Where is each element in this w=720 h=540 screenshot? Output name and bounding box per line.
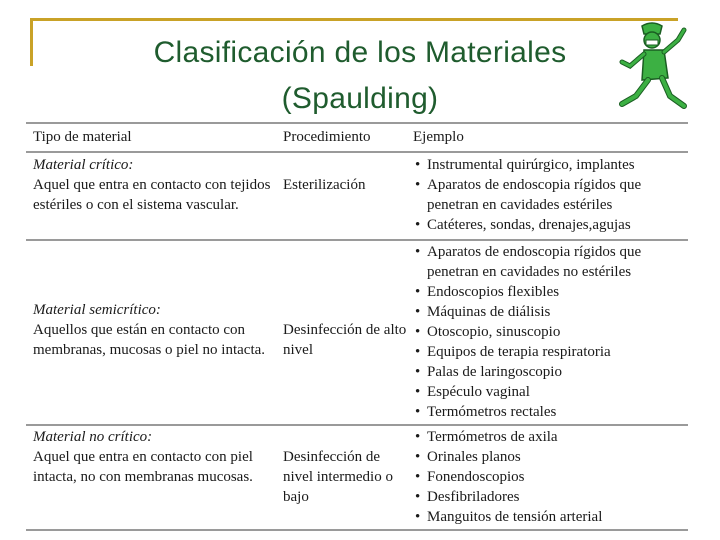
list-item: • Instrumental quirúrgico, implantes (413, 155, 688, 175)
procedure-text: Esterilización (283, 177, 366, 193)
list-item: • Fonendoscopios (413, 467, 688, 487)
slide-title-line2: (Spaulding) (281, 82, 439, 115)
list-item: • Endoscopios flexibles (413, 282, 688, 302)
procedure-text: Desinfección de alto nivel (283, 322, 407, 358)
material-category: Material no crítico: (33, 429, 153, 445)
list-item: • Desfibriladores (413, 487, 688, 507)
examples-list (413, 155, 688, 235)
list-item: • Orinales planos (413, 447, 688, 467)
list-item: • Espéculo vaginal (413, 382, 688, 402)
slide-frame-left (30, 18, 33, 66)
header-tipo: Tipo de material (33, 129, 132, 145)
table-header-row (26, 124, 688, 152)
table-row (26, 425, 688, 530)
procedure-text: Desinfección de nivel intermedio o bajo (283, 449, 393, 505)
list-item: • Otoscopio, sinuscopio (413, 322, 688, 342)
examples-cell (407, 240, 688, 425)
list-item: • Termómetros de axila (413, 427, 688, 447)
slide-frame-top (30, 18, 678, 21)
table-row (26, 152, 688, 240)
material-type-cell (26, 240, 283, 425)
list-item: • Aparatos de endoscopia rígidos que penetran en cavidades estériles (413, 175, 688, 215)
header-ejemplo: Ejemplo (413, 129, 464, 145)
material-category: Material crítico: (33, 157, 134, 173)
list-item: • Catéteres, sondas, drenajes,agujas (413, 215, 688, 235)
examples-list (413, 427, 688, 527)
material-description: Aquel que entra en contacto con piel intacta, no con membranas mucosas. (33, 449, 253, 485)
running-doctor-mascot-icon (612, 20, 694, 118)
examples-cell (407, 152, 688, 240)
slide-title (40, 30, 680, 122)
spaulding-table (26, 122, 688, 532)
material-type-cell (26, 425, 283, 530)
list-item: • Manguitos de tensión arterial (413, 507, 688, 527)
table-row (26, 240, 688, 425)
material-description: Aquellos que están en contacto con membranas, mucosas o piel no intacta. (33, 322, 266, 358)
list-item: • Termómetros rectales (413, 402, 688, 422)
list-item: • Equipos de terapia respiratoria (413, 342, 688, 362)
procedure-cell (283, 240, 407, 425)
examples-cell (407, 425, 688, 530)
material-description: Aquel que entra en contacto con tejidos estériles o con el sistema vascular. (33, 177, 271, 213)
material-type-cell (26, 152, 283, 240)
list-item: • Palas de laringoscopio (413, 362, 688, 382)
procedure-cell (283, 425, 407, 530)
procedure-cell (283, 152, 407, 240)
slide-title-line1: Clasificación de los Materiales (153, 36, 567, 69)
header-procedimiento: Procedimiento (283, 129, 371, 145)
examples-list (413, 242, 688, 422)
list-item: • Aparatos de endoscopia rígidos que penetran en cavidades no estériles (413, 242, 688, 282)
list-item: • Máquinas de diálisis (413, 302, 688, 322)
material-category: Material semicrítico: (33, 302, 161, 318)
